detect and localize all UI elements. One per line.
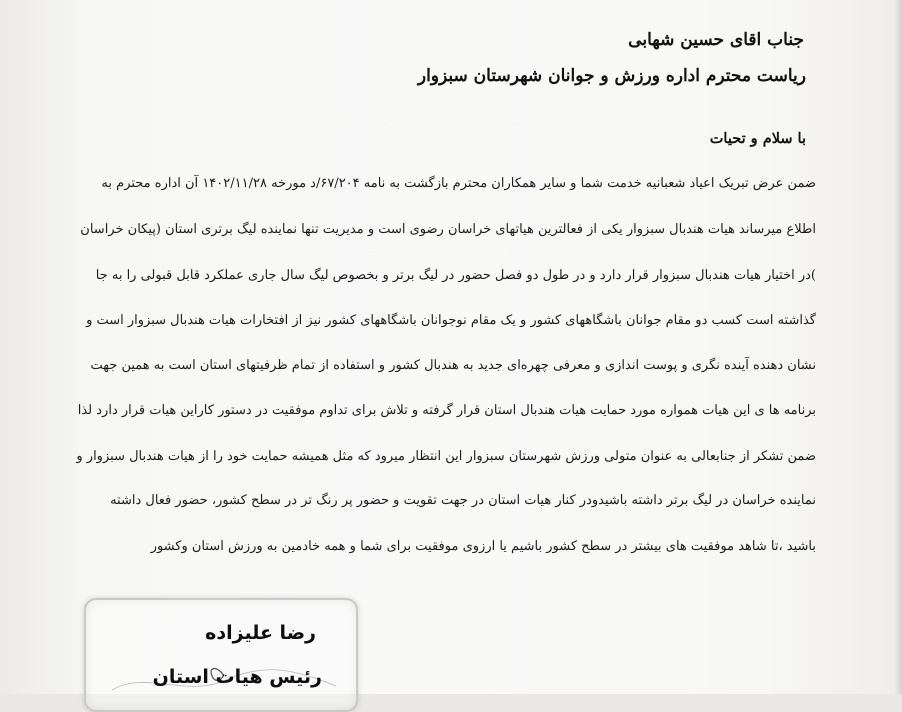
page-edge-shadow bbox=[894, 0, 902, 694]
body-line-2: اطلاع میرساند هیات هندبال سبزوار یکی از فعالترین هیاتهای خراسان رضوی است و مدیریت تنها نماینده لیگ برتری استان (پیکان خراسان bbox=[80, 222, 816, 237]
body-line-4: گذاشته است کسب دو مقام جوانان باشگاههای کشور و یک مقام نوجوانان باشگاههای کشور نیز از افتخارات هیات هندبال سبزوار است و bbox=[86, 313, 816, 328]
body-line-6: برنامه ها ی این هیات همواره مورد حمایت هیات هندبال استان قرار گرفته و تلاش برای تداوم موفقیت در دستور کاراین هیات قرار دارد لذا bbox=[77, 403, 816, 418]
body-line-3: )در اختیار هیات هندبال سبزوار قرار دارد و در طول دو فصل حضور در لیگ برتر و بخصوص لیگ سال جاری عملکرد قابل قبولی را به جا bbox=[95, 268, 816, 283]
body-line-5: نشان دهنده آینده نگری و پوست اندازی و معرفی چهره‌ای جدید به هندبال کشور و استفاده از تمام ظرفیتهای استان است به همین جهت bbox=[90, 358, 816, 373]
body-line-7: ضمن تشکر از جنابعالی به عنوان متولی ورزش شهرستان سبزوار این انتظار میرود که مثل همیشه حمایت خود را از هیات هندبال سبزوار و bbox=[76, 449, 816, 464]
recipient-title: ریاست محترم اداره ورزش و جوانان شهرستان سبزوار bbox=[417, 66, 806, 86]
body-line-9: باشید ،تا شاهد موفقیت های بیشتر در سطح کشور باشیم یا ارزوی موفقیت برای شما و همه خادمین به ورزش استان وکشور bbox=[150, 539, 816, 554]
body-line-8: نماینده خراسان در لیگ برتر داشته باشیدودر کنار هیات استان در جهت تقویت و حضور پر رنگ تر در سطح کشور، حضور فعال داشته bbox=[110, 493, 816, 508]
recipient-name: جناب اقای حسین شهابی bbox=[628, 30, 804, 50]
stamp-name: رضا علیزاده bbox=[205, 622, 316, 644]
stamp-role: رئیس هیات استان bbox=[152, 666, 322, 688]
body-line-1: ضمن عرض تبریک اعیاد شعبانیه خدمت شما و سایر همکاران محترم بازگشت به نامه ۶۷/۲۰۴/د مورخه ۱۴۰۲/۱۱/۲۸ آن اداره محترم به bbox=[101, 176, 816, 191]
signature-stamp bbox=[84, 598, 358, 712]
greeting: با سلام و تحیات bbox=[709, 130, 806, 147]
